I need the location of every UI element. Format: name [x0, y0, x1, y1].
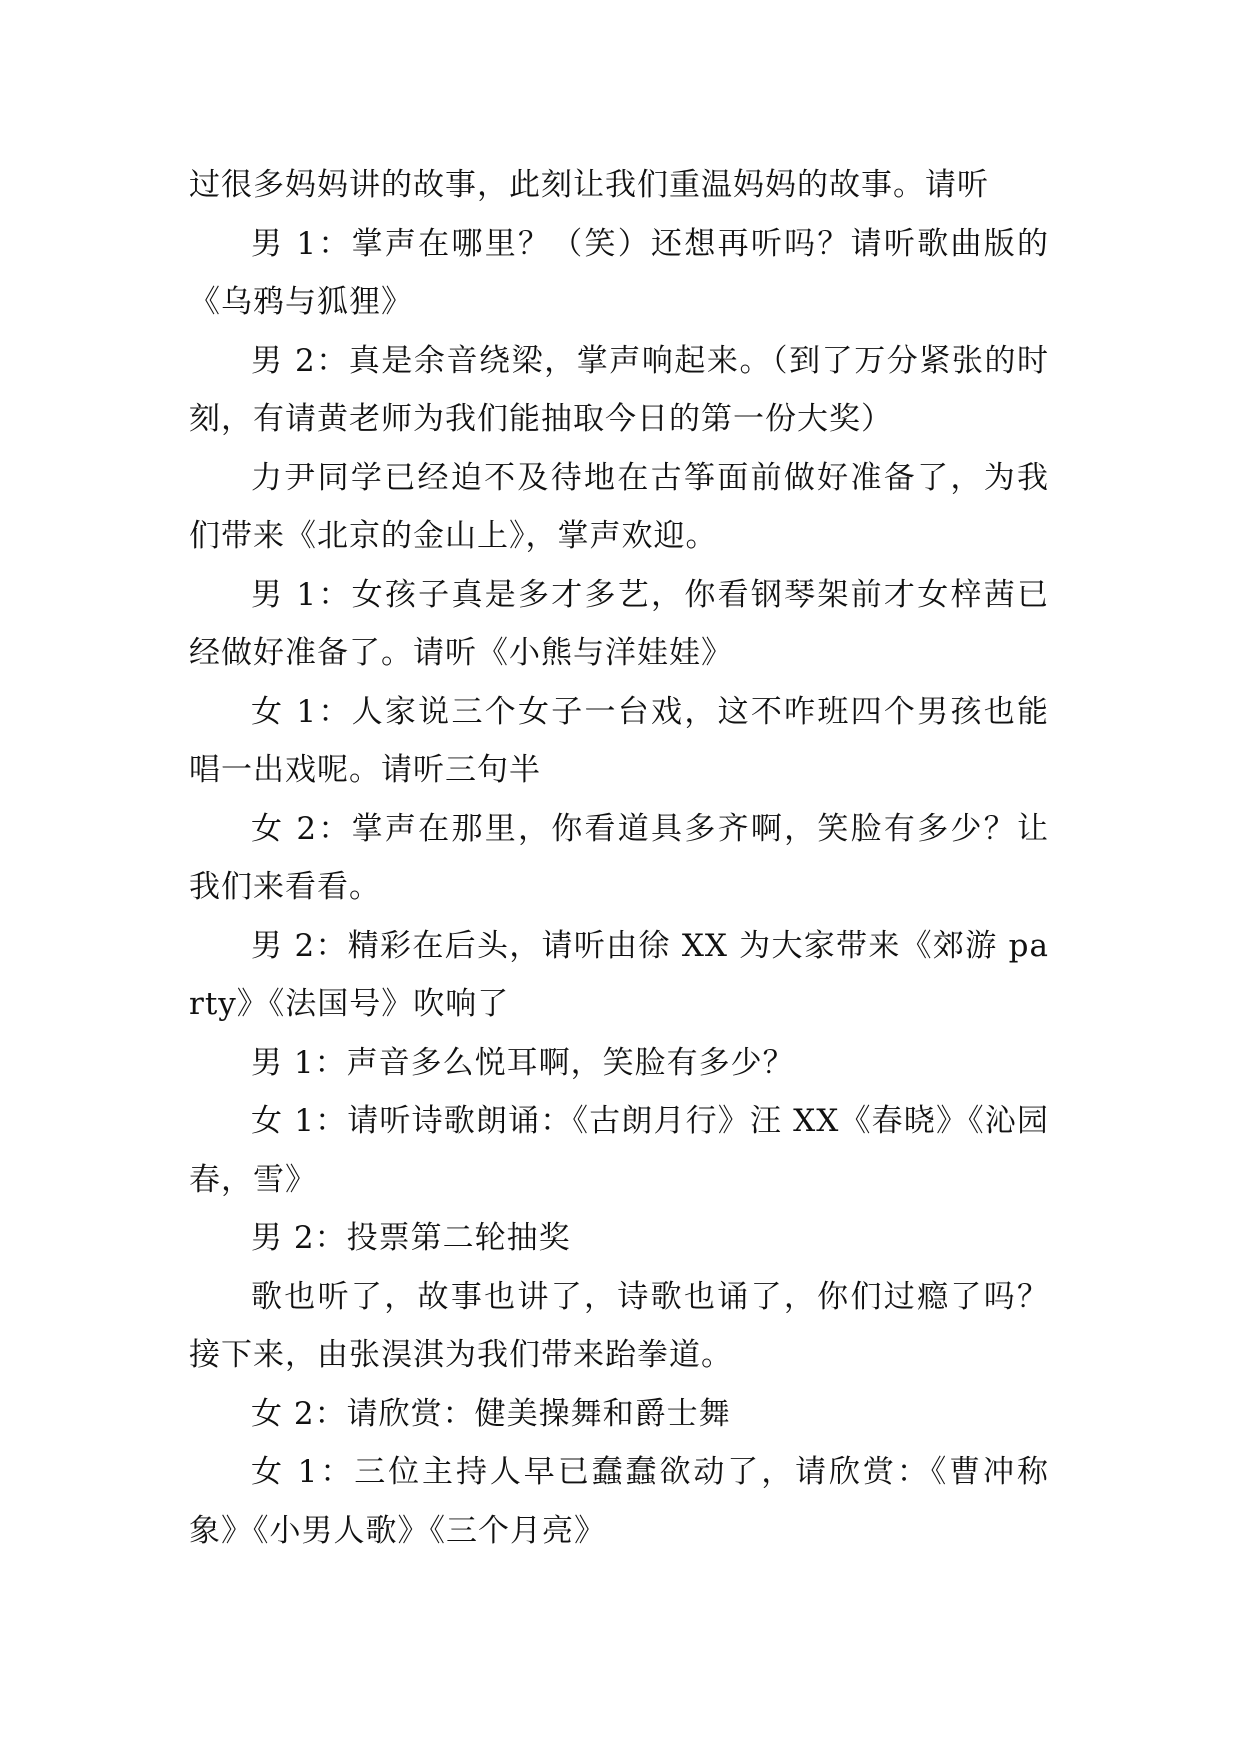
paragraph: 力尹同学已经迫不及待地在古筝面前做好准备了，为我们带来《北京的金山上》，掌声欢迎。 [189, 459, 1049, 554]
paragraph: 男 1：女孩子真是多才多艺，你看钢琴架前才女梓茜已经做好准备了。请听《小熊与洋娃娃》 [189, 576, 1049, 671]
paragraph: 女 2：掌声在那里，你看道具多齐啊，笑脸有多少？让我们来看看。 [189, 810, 1049, 905]
paragraph: 歌也听了，故事也讲了，诗歌也诵了，你们过瘾了吗？接下来，由张淏淇为我们带来跆拳道。 [189, 1278, 1049, 1373]
paragraph: 男 2：投票第二轮抽奖 [251, 1220, 571, 1256]
paragraph: 男 2：真是余音绕梁，掌声响起来。（到了万分紧张的时刻，有请黄老师为我们能抽取今日的第一份大奖） [189, 342, 1049, 437]
paragraph: 过很多妈妈讲的故事，此刻让我们重温妈妈的故事。请听 [189, 167, 989, 203]
paragraph: 女 1：请听诗歌朗诵：《古朗月行》汪 XX《春晓》《沁园春，雪》 [189, 1103, 1049, 1198]
paragraph: 男 1：声音多么悦耳啊，笑脸有多少？ [251, 1044, 795, 1081]
paragraph: 女 1：人家说三个女子一台戏，这不咋班四个男孩也能唱一出戏呢。请听三句半 [189, 693, 1049, 788]
paragraph: 男 1：掌声在哪里？（笑）还想再听吗？请听歌曲版的《乌鸦与狐狸》 [189, 225, 1049, 320]
paragraph: 女 1：三位主持人早已蠢蠢欲动了，请欣赏：《曹冲称象》《小男人歌》《三个月亮》 [189, 1454, 1049, 1549]
paragraph: 男 2：精彩在后头，请听由徐 XX 为大家带来《郊游 party》《法国号》吹响了 [189, 927, 1049, 1022]
document-body [189, 156, 1049, 1560]
paragraph: 女 2：请欣赏：健美操舞和爵士舞 [251, 1395, 731, 1432]
